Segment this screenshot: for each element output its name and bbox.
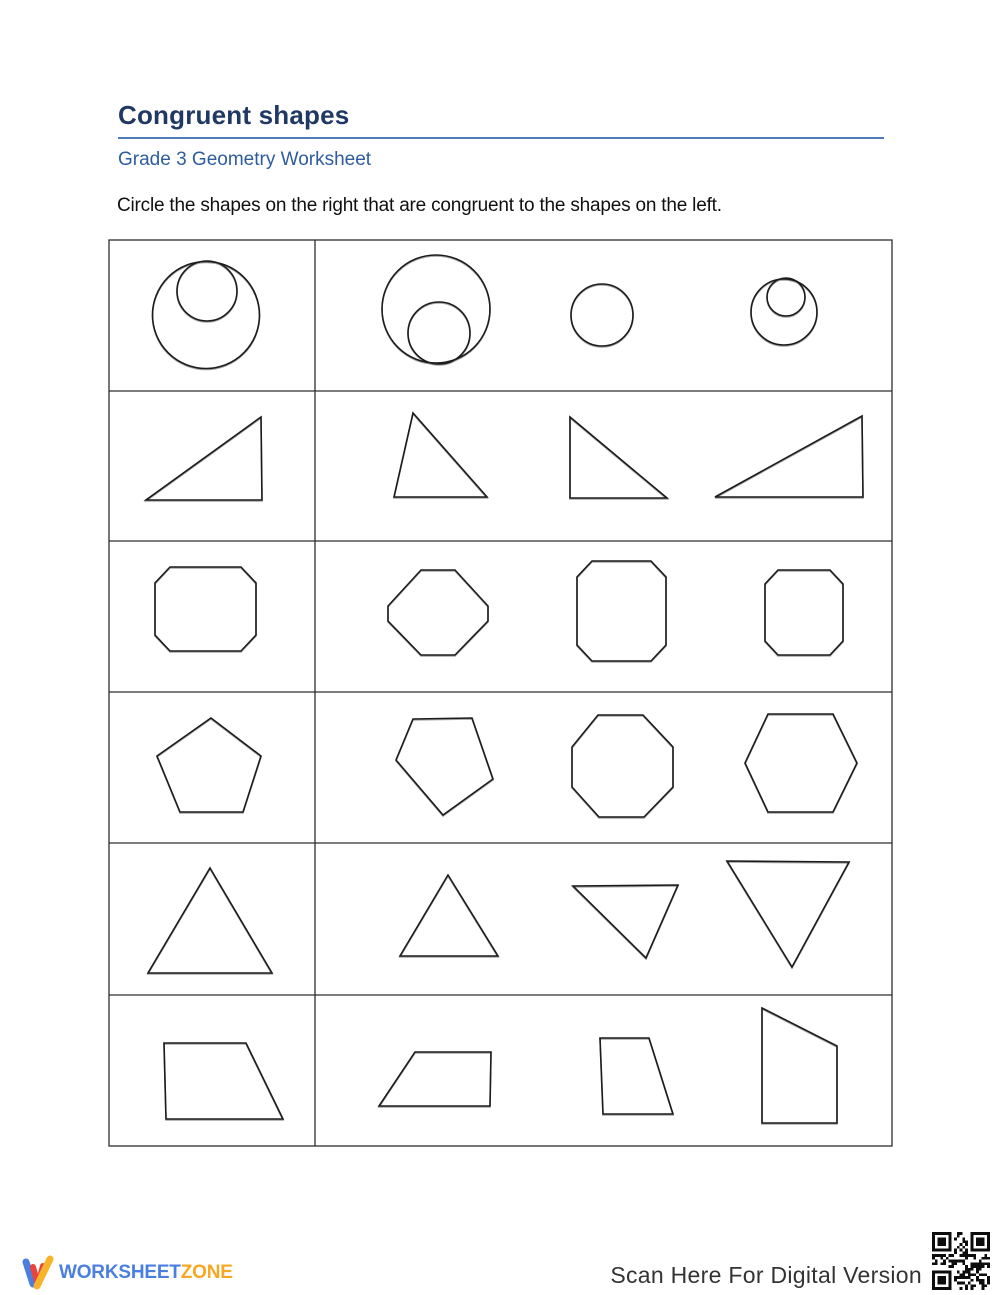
worksheetzone-w-icon	[20, 1253, 54, 1293]
shape-row3-right-1	[388, 570, 488, 655]
brand-text	[59, 1262, 233, 1284]
instruction-text: Circle the shapes on the right that are congruent to the shapes on the left.	[117, 195, 722, 216]
brand-zone: ZONE	[180, 1262, 233, 1283]
shape-row1-right-3	[751, 278, 817, 345]
shape-row2-right-1	[394, 413, 487, 497]
shape-row4-right-2	[572, 715, 673, 817]
shape-row5-right-3	[727, 861, 849, 967]
page-subtitle: Grade 3 Geometry Worksheet	[118, 149, 372, 170]
shape-row3-right-3	[765, 570, 843, 655]
brand-worksheet: WORKSHEET	[59, 1262, 181, 1283]
shape-row3-left-1	[155, 567, 256, 651]
qr-code	[932, 1232, 990, 1290]
shape-row6-right-1	[379, 1052, 491, 1106]
scan-here-text: Scan Here For Digital Version	[610, 1262, 922, 1288]
shape-row1-right-2	[571, 284, 633, 346]
shape-row4-left-1	[157, 718, 261, 812]
shape-row2-right-3	[715, 416, 863, 497]
shape-row5-right-1	[400, 875, 498, 956]
shape-row1-right-1	[382, 255, 490, 364]
shape-row6-left-1	[164, 1043, 283, 1119]
qr-code-icon	[932, 1232, 990, 1290]
shape-row5-left-1	[148, 868, 272, 973]
shape-row4-right-1	[396, 718, 493, 815]
shape-row5-right-2	[573, 885, 678, 958]
shape-row3-right-2	[577, 561, 666, 661]
shape-row6-right-3	[762, 1008, 837, 1123]
brand-logo	[20, 1252, 280, 1294]
shape-row1-left-1	[153, 261, 260, 369]
shape-row2-left-1	[146, 417, 262, 500]
page-title: Congruent shapes	[118, 100, 350, 130]
shape-row2-right-2	[570, 417, 667, 498]
shape-row6-right-2	[600, 1038, 673, 1114]
shape-row4-right-3	[745, 714, 857, 812]
